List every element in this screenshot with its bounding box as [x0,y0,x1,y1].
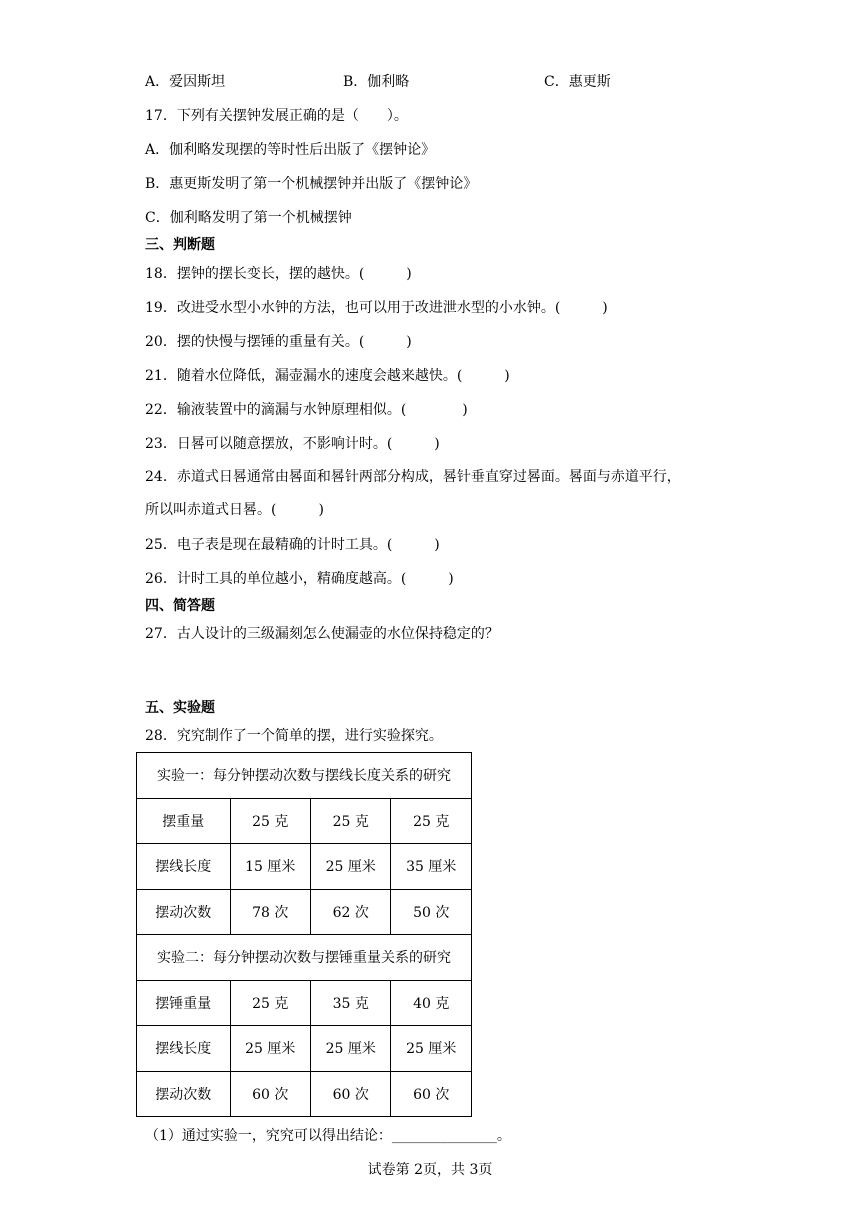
table-cell: 78 次 [230,889,310,935]
q19: 19．改进受水型小水钟的方法，也可以用于改进泄水型的小水钟。( ) [145,300,608,316]
q16-option-a: A．爱因斯坦 [145,74,226,90]
table-cell: 25 克 [311,798,391,844]
table-row [137,1026,472,1072]
table-row [137,798,472,844]
table-cell: 25 厘米 [230,1026,310,1072]
q24-line1: 24．赤道式日晷通常由晷面和晷针两部分构成，晷针垂直穿过晷面。晷面与赤道平行， [145,469,681,485]
q28: 28．究究制作了一个简单的摆，进行实验探究。 [145,728,443,744]
exp1-title: 实验一：每分钟摆动次数与摆线长度关系的研究 [137,753,472,799]
table-cell: 60 次 [230,1071,310,1117]
q17-option-c: C．伽利略发明了第一个机械摆钟 [145,210,352,226]
table-cell: 摆动次数 [137,1071,231,1117]
q17-option-b: B．惠更斯发明了第一个机械摆钟并出版了《摆钟论》 [145,176,478,192]
table-cell: 摆线长度 [137,1026,231,1072]
section-3-title: 三、判断题 [145,237,215,253]
table-row [137,980,472,1026]
table-cell: 35 克 [311,980,391,1026]
experiment-table [136,752,472,1117]
table-cell: 摆线长度 [137,844,231,890]
table-row [137,753,472,799]
table-cell: 60 次 [311,1071,391,1117]
q21: 21．随着水位降低，漏壶漏水的速度会越来越快。( ) [145,368,510,384]
table-row [137,935,472,981]
q28-sub1: （1）通过实验一，究究可以得出结论：_______________。 [145,1128,511,1144]
q20: 20．摆的快慢与摆锤的重量有关。( ) [145,334,412,350]
table-cell: 摆锤重量 [137,980,231,1026]
table-cell: 摆动次数 [137,889,231,935]
q25: 25．电子表是现在最精确的计时工具。( ) [145,537,440,553]
q27: 27．古人设计的三级漏刻怎么使漏壶的水位保持稳定的？ [145,626,499,642]
q16-option-c: C．惠更斯 [544,74,611,90]
q24-line2: 所以叫赤道式日晷。( ) [145,502,324,518]
table-cell: 15 厘米 [230,844,310,890]
section-5-title: 五、实验题 [145,700,215,716]
table-row [137,844,472,890]
q23: 23．日晷可以随意摆放，不影响计时。( ) [145,436,440,452]
table-cell: 25 厘米 [391,1026,472,1072]
q16-option-b: B．伽利略 [343,74,410,90]
table-cell: 62 次 [311,889,391,935]
table-cell: 25 克 [230,980,310,1026]
page-footer: 试卷第 2页，共 3页 [367,1162,493,1178]
table-cell: 25 克 [391,798,472,844]
table-cell: 摆重量 [137,798,231,844]
table-row [137,889,472,935]
table-cell: 25 厘米 [311,844,391,890]
table-cell: 50 次 [391,889,472,935]
exp2-title: 实验二：每分钟摆动次数与摆锤重量关系的研究 [137,935,472,981]
q26: 26．计时工具的单位越小，精确度越高。( ) [145,571,454,587]
table-cell: 25 克 [230,798,310,844]
table-cell: 40 克 [391,980,472,1026]
q18: 18．摆钟的摆长变长，摆的越快。( ) [145,266,412,282]
table-cell: 35 厘米 [391,844,472,890]
q17-option-a: A．伽利略发现摆的等时性后出版了《摆钟论》 [145,142,436,158]
section-4-title: 四、简答题 [145,598,215,614]
table-cell: 25 厘米 [311,1026,391,1072]
table-row [137,1071,472,1117]
table-cell: 60 次 [391,1071,472,1117]
q22: 22．输液装置中的滴漏与水钟原理相似。( ) [145,402,468,418]
q17-stem: 17．下列有关摆钟发展正确的是（ ）。 [145,108,408,124]
